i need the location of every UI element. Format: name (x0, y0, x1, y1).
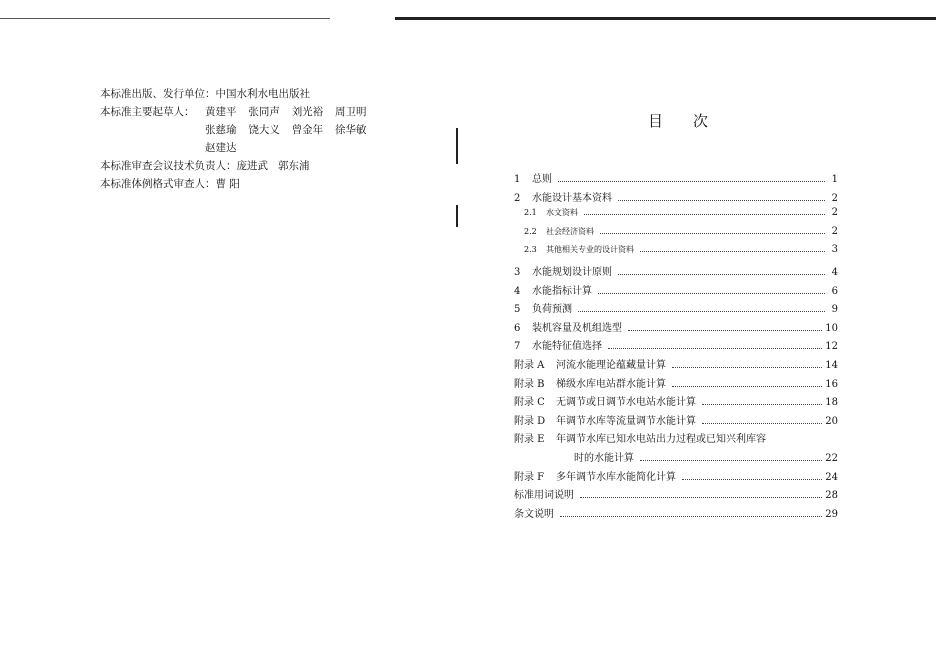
toc-entry-page: 12 (825, 341, 838, 353)
format-reviewer-label: 本标准体例格式审查人： (100, 178, 216, 190)
table-of-contents (514, 170, 838, 523)
format-reviewer-line (100, 175, 310, 193)
leader-dots (618, 273, 825, 275)
toc-entry-number: 1 (514, 174, 521, 185)
leader-dots (560, 515, 822, 517)
toc-entry-title-continued: 时的水能计算 (574, 452, 634, 464)
toc-entry[interactable] (514, 505, 838, 524)
toc-entry-number: 2 (514, 192, 521, 204)
toc-entry[interactable] (514, 486, 838, 505)
toc-entry-number: 附录 A (514, 359, 545, 371)
toc-entry-page: 2 (831, 192, 838, 204)
toc-entry-page: 28 (825, 490, 838, 502)
leader-dots (580, 496, 822, 498)
leader-dots (598, 292, 825, 294)
toc-entry[interactable] (514, 170, 838, 189)
toc-entry-page: 22 (825, 452, 838, 464)
toc-entry-number: 3 (514, 266, 521, 278)
toc-appendix-entry[interactable] (514, 356, 838, 375)
toc-entry-page: 1 (831, 174, 838, 185)
leader-dots (640, 459, 822, 461)
leader-dots (578, 310, 825, 312)
drafter-name: 刘光裕 (291, 106, 324, 118)
toc-entry-page: 2 (831, 207, 838, 219)
toc-entry-title: 水能特征值选择 (532, 341, 602, 353)
reviewer-name: 庞进武 (236, 160, 268, 172)
toc-title-char: 次 (693, 112, 713, 130)
toc-entry-number: 附录 C (514, 397, 545, 409)
toc-entry-title: 标准用词说明 (514, 490, 574, 502)
toc-entry-page: 20 (825, 415, 838, 427)
toc-subentry[interactable] (514, 226, 838, 245)
drafters-label: 本标准主要起草人： (100, 106, 195, 118)
toc-entry-number: 4 (514, 285, 521, 297)
toc-entry[interactable] (514, 319, 838, 338)
toc-entry[interactable] (514, 337, 838, 356)
toc-entry-page: 29 (825, 508, 838, 520)
toc-entry[interactable] (514, 300, 838, 319)
leader-dots (682, 478, 822, 480)
scan-top-line-left (0, 18, 330, 19)
toc-entry-title: 年调节水库等流量调节水能计算 (556, 415, 696, 427)
toc-entry-number: 2.3 (524, 245, 537, 255)
toc-entry[interactable] (514, 282, 838, 301)
leader-dots (600, 232, 825, 234)
toc-appendix-entry[interactable] (514, 430, 838, 449)
toc-entry-number: 2.1 (524, 208, 537, 218)
toc-entry-number: 6 (514, 322, 521, 334)
toc-title-char: 目 (648, 112, 668, 130)
toc-entry-number: 附录 D (514, 415, 546, 427)
publisher-line (100, 85, 310, 103)
toc-entry-title: 多年调节水库水能简化计算 (556, 471, 676, 483)
toc-entry-page: 6 (831, 285, 838, 297)
toc-entry-page: 16 (825, 378, 838, 390)
drafter-name: 赵建达 (205, 142, 237, 154)
toc-entry-page: 10 (825, 322, 838, 334)
toc-entry-title: 梯级水库电站群水能计算 (556, 378, 666, 390)
leader-dots (702, 403, 822, 405)
leader-dots (584, 213, 825, 215)
credits-block (100, 85, 367, 193)
leader-dots (558, 180, 825, 182)
reviewer-label: 本标准审查会议技术负责人： (100, 160, 237, 172)
toc-entry-title: 水能规划设计原则 (532, 266, 612, 278)
publisher-label: 本标准出版、发行单位： (100, 88, 216, 100)
toc-entry-number: 附录 B (514, 378, 545, 390)
toc-entry-page: 3 (831, 244, 838, 256)
leader-dots (672, 366, 822, 368)
toc-entry-number: 附录 F (514, 471, 545, 483)
toc-entry-title: 总则 (532, 174, 552, 185)
toc-entry-number: 附录 E (514, 434, 545, 446)
toc-entry-title: 装机容量及机组选型 (532, 322, 622, 334)
drafter-name: 徐华敏 (335, 124, 367, 136)
scan-top-line-right (395, 17, 936, 20)
drafter-name: 曾金年 (291, 124, 324, 136)
toc-entry-continuation[interactable] (514, 449, 838, 468)
toc-entry-title: 水能指标计算 (532, 285, 592, 297)
toc-entry-page: 9 (831, 304, 838, 316)
scan-binding-mark (456, 205, 458, 227)
toc-title (648, 110, 738, 131)
drafters-line (100, 139, 310, 157)
toc-subentry[interactable] (514, 244, 838, 263)
toc-entry-number: 7 (514, 341, 521, 353)
drafters-line (100, 121, 367, 139)
toc-entry-title: 社会经济资料 (546, 226, 594, 236)
reviewer-name: 郭东浦 (278, 160, 310, 172)
toc-entry[interactable] (514, 263, 838, 282)
toc-entry-title: 水能设计基本资料 (532, 192, 612, 204)
toc-entry-number: 2.2 (524, 226, 537, 236)
leader-dots (618, 199, 825, 201)
toc-entry-page: 24 (825, 471, 838, 483)
toc-entry-title: 河流水能理论蕴藏量计算 (556, 359, 666, 371)
drafter-name: 黄建平 (205, 106, 237, 118)
leader-dots (628, 329, 822, 331)
toc-appendix-entry[interactable] (514, 393, 838, 412)
drafter-name: 周卫明 (335, 106, 367, 118)
toc-entry-page: 18 (825, 397, 838, 409)
publisher-name: 中国水利水电出版社 (215, 88, 310, 100)
toc-entry-title: 负荷预测 (532, 304, 572, 316)
toc-appendix-entry[interactable] (514, 412, 838, 431)
toc-entry[interactable] (514, 189, 838, 208)
toc-entry-title: 条文说明 (514, 508, 554, 520)
toc-entry-page: 14 (825, 359, 838, 371)
toc-subentry[interactable] (514, 207, 838, 226)
toc-appendix-entry[interactable] (514, 468, 838, 487)
reviewer-line (100, 157, 310, 175)
scan-binding-mark (456, 128, 458, 164)
toc-entry-page: 4 (831, 266, 838, 278)
leader-dots (608, 347, 822, 349)
drafter-name: 饶大义 (248, 124, 280, 136)
toc-entry-title: 水文资料 (546, 208, 578, 218)
drafter-name: 张同声 (248, 106, 280, 118)
drafters-line (100, 103, 367, 121)
toc-entry-page: 2 (831, 225, 838, 237)
leader-dots (702, 422, 822, 424)
toc-entry-title: 年调节水库已知水电站出力过程或已知兴利库容 (556, 434, 766, 446)
drafter-name: 张慈瑜 (205, 124, 237, 136)
leader-dots (672, 385, 822, 387)
leader-dots (640, 250, 825, 252)
toc-entry-number: 5 (514, 304, 521, 316)
toc-entry-title: 无调节或日调节水电站水能计算 (556, 397, 696, 409)
toc-appendix-entry[interactable] (514, 375, 838, 394)
toc-entry-title: 其他相关专业的设计资料 (546, 245, 634, 255)
format-reviewer-name: 曹 阳 (215, 178, 240, 190)
